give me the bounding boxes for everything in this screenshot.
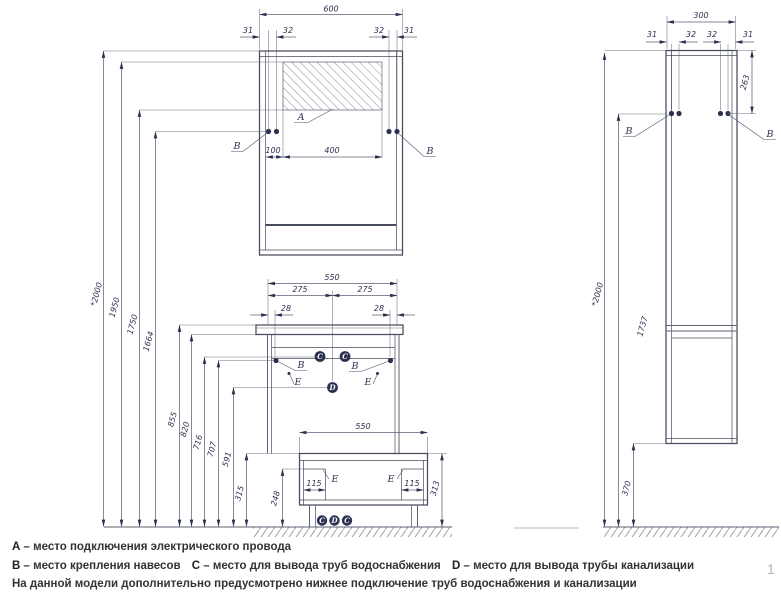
legend-text-a: – место подключения электрического провода: [23, 541, 292, 553]
dim-side-bottom-height: 370: [620, 479, 633, 497]
page-number-fragment: 1: [767, 561, 775, 577]
label-e-base-left: E: [331, 474, 339, 485]
dim-side-top-to-mount: 263: [738, 73, 752, 91]
base-unit-front-view: [300, 422, 448, 527]
legend-text-b: – место крепления навесов: [23, 559, 181, 572]
label-b-vanity-left: B: [297, 360, 305, 371]
legend-key-b: B: [12, 559, 21, 572]
dim-height-2000: *2000: [89, 281, 105, 308]
dim-vanity-edge-left: 28: [280, 304, 292, 313]
dim-side-span-left: 32: [685, 30, 697, 39]
dim-height-1750: 1750: [125, 313, 140, 336]
dim-side-width: 300: [693, 11, 709, 20]
dim-height-716: 716: [191, 433, 205, 451]
legend-key-d: D: [451, 559, 461, 572]
dim-base-width: 550: [355, 422, 371, 431]
dim-height-248: 248: [269, 489, 282, 507]
dim-side-offset-left: 31: [646, 30, 658, 39]
port-d-center: D: [329, 383, 336, 392]
dim-vanity-width: 550: [324, 273, 340, 282]
label-b-side-left: B: [625, 126, 633, 137]
dim-mirror-span-left: 32: [282, 26, 294, 35]
bottom-port-d: D: [331, 516, 338, 525]
dim-side-mount-height: 1737: [635, 315, 650, 338]
bottom-port-c1: C: [319, 516, 325, 525]
legend-line-bcd: [12, 557, 757, 576]
dim-height-855: 855: [166, 410, 179, 428]
label-e-vanity-right: E: [364, 377, 372, 388]
dim-height-1664: 1664: [141, 330, 156, 353]
dim-vanity-half-right: 275: [357, 285, 373, 294]
label-e-vanity-left: E: [294, 377, 302, 388]
side-cabinet-view: [590, 11, 776, 527]
legend-key-a: A: [12, 541, 21, 553]
floor-line-right: [603, 527, 779, 537]
label-a-electric: A: [297, 112, 305, 123]
dim-base-height-right: 313: [428, 479, 442, 497]
label-b-vanity-right: B: [351, 361, 359, 372]
dim-notch-left: 115: [306, 479, 322, 488]
dim-height-707: 707: [205, 440, 219, 458]
dim-mirror-offset-right: 31: [403, 26, 415, 35]
legend-key-c: C: [191, 559, 201, 572]
wall-height-dimensions: [89, 51, 327, 527]
legend-text-d: – место для вывода трубы канализации: [463, 559, 695, 572]
dim-mirror-width: 600: [323, 4, 339, 14]
label-e-base-right: E: [387, 474, 395, 485]
dim-height-1950: 1950: [107, 296, 122, 319]
vanity-front-view: [250, 273, 415, 454]
dim-mirror-span-right: 32: [373, 26, 385, 35]
mirror-cabinet-front-view: [231, 5, 436, 256]
dim-hole-width: 400: [324, 146, 340, 155]
dim-height-820: 820: [178, 420, 192, 438]
dim-notch-right: 115: [404, 479, 420, 488]
dim-side-height-2000: *2000: [590, 281, 606, 308]
dim-side-offset-right: 31: [742, 30, 754, 39]
dim-vanity-edge-right: 28: [373, 304, 385, 313]
dim-vanity-half-left: 275: [292, 285, 308, 294]
label-b-mirror-left: B: [233, 141, 241, 152]
bottom-port-c2: C: [344, 516, 350, 525]
dim-height-315: 315: [233, 484, 246, 502]
dim-side-span-right: 32: [706, 30, 718, 39]
legend: [12, 538, 757, 594]
legend-note: На данной модели дополнительно предусмотрено нижнее подключение труб водоснабжения и канализации: [12, 578, 637, 590]
legend-line-a: [12, 538, 757, 557]
port-c-right: C: [342, 352, 348, 361]
label-b-mirror-right: B: [426, 146, 434, 157]
dim-mirror-offset-left: 31: [242, 26, 254, 35]
floor-line-left: [104, 527, 579, 537]
dim-hole-offset: 100: [265, 146, 281, 155]
label-b-side-right: B: [766, 129, 774, 140]
port-c-left: C: [317, 352, 323, 361]
legend-text-c: – место для вывода труб водоснабжения: [203, 559, 441, 572]
dim-height-591: 591: [220, 450, 234, 468]
